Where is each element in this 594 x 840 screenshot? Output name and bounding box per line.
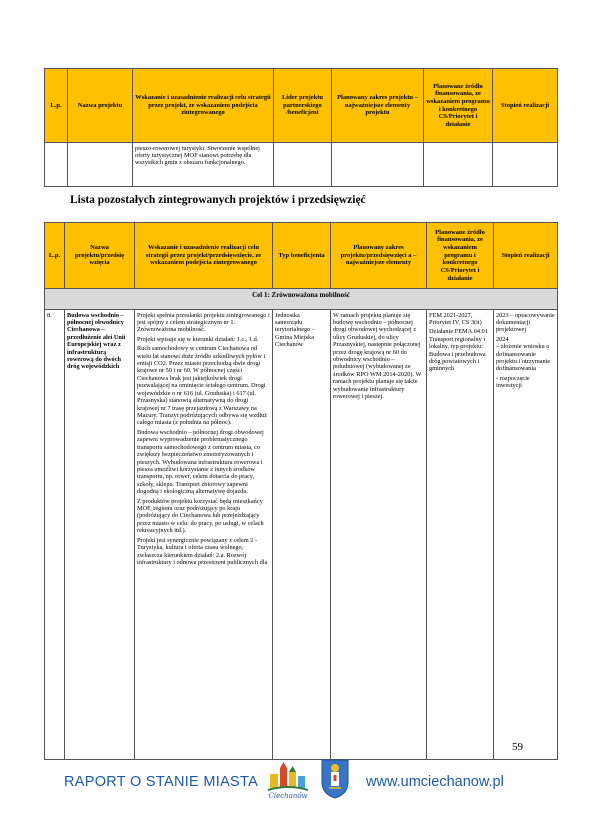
row-scope: W ramach projektu planuje się budowę wschodnio – północnej drogi obwodowej wychodzącej z ulicy Gruduskiej, do ulicy Przasnyskiej, następnie połączonej przez drogę krajową nr 60 do obwodnicy wschodnio – południowej (wybudowanej ze środków RPO WM 2014-2020). W ramach projektu planuje się także wybudowanie infrastruktury rowerowej i pieszej. bbox=[331, 310, 427, 760]
justification-paragraph: Z produktów projektu korzystać będą mieszkańcy MOF, regionu oraz podróżujący po kraju (podróżujący do Ciechanowa lub przejeżdżający przez miasto w celu: do pracy, po usługi, w celach rekreacyjnych itd.). bbox=[137, 497, 264, 535]
justification-paragraph: Ruch samochodowy w centrum Ciechanowa od wielu lat stanowi duże źródło szkodliwych pyłów i emisji CO2. Przez miasto przechodzą dwie drogi krajowe nr 50 i nr 60. W północnej części Ciechanowa brak jest jakiejkolwiek drogi pozwalającej na ominięcie ścisłego centrum. Drogi wojewódzkie o nr 616 (ul. Gruduska) i 617 (ul. Przasnyska) stanowią alternatywną do drogi krajowej nr 7 trasę przejazdową z Warszawy na Mazury. Tranzyt podróżujących odbywa się wzdłuż całego miasta (z południa na północ). bbox=[137, 345, 268, 427]
status-paragraph: – złożenie wniosku o dofinansowanie projektu i otrzymanie dofinansowania bbox=[496, 343, 551, 373]
row-project-name: Budowa wschodnio – północnej obwodnicy Ciechanowa – przedłużenie alei Unii Europejskiej wraz z infrastrukturą rowerową do dwóch dróg wojewódzkich bbox=[65, 310, 135, 760]
table-header-row bbox=[45, 69, 558, 143]
row-funding bbox=[427, 310, 494, 760]
row-justification bbox=[135, 310, 273, 760]
status-paragraph: - rozpoczęcie inwestycji bbox=[496, 374, 530, 390]
justification-paragraph: Projekt wpisuje się w kierunki działań: 1.c., 1.d. bbox=[137, 335, 259, 343]
table-row bbox=[45, 310, 558, 760]
row-beneficiary: Jednostka samorządu terytorialnego – Gmina Miejska Ciechanów bbox=[273, 310, 331, 760]
funding-paragraph: FEM 2021-2027, Priorytet IV, CS 3(ii) bbox=[429, 311, 482, 326]
section-title: Lista pozostałych zintegrowanych projektów i przedsięwzięć bbox=[70, 194, 366, 206]
goal-label: Cel 1: Zrównoważona mobilność bbox=[45, 289, 558, 310]
justification-paragraph: Projekt jest synergicznie powiązany z celem 2 - Turystyka, kultura i oferta czasu wolnego, zwłaszcza kierunkiem działań: 2.a. Rozwój infrastruktury i odnowa przestrzeni publicznych dla bbox=[137, 536, 268, 566]
header-scope: Planowany zakres projektu/przedsięwzięci a – najważniejsze elementy bbox=[331, 223, 427, 289]
header-justification: Wskazanie i uzasadnienie realizacji celu strategii przez projekt, ze wskazaniem podejścia zintegrowanego bbox=[133, 69, 274, 143]
header-funding: Planowane źródło finansowania, ze wskazaniem programu i konkretnego CS/Priorytet i działanie bbox=[424, 69, 493, 143]
header-beneficiary-type: Typ beneficjenta bbox=[273, 223, 331, 289]
header-project-name: Nazwa projektu bbox=[68, 69, 133, 143]
table-header-row bbox=[45, 223, 558, 289]
row-lp: 8. bbox=[45, 310, 65, 760]
header-status: Stopień realizacji bbox=[494, 223, 558, 289]
header-status: Stopień realizacji bbox=[493, 69, 558, 143]
footer-website-link[interactable]: www.umciechanow.pl bbox=[366, 774, 504, 790]
header-project-name: Nazwa projektu/przedsię wzięcia bbox=[65, 223, 135, 289]
justification-paragraph: Projekt spełnia przesłanki projektu zintegrowanego i jest spójny z celem strategicznym nr 1. Zrównoważona mobilność. bbox=[137, 311, 270, 334]
header-funding: Planowane źródło finansowania, ze wskazaniem programu i konkretnego CS/Priorytet i działanie bbox=[427, 223, 494, 289]
goal-row bbox=[45, 289, 558, 310]
status-paragraph: 2023 – opracowywanie dokumentacji projektowej bbox=[496, 311, 555, 334]
city-logo-text: Ciechanów bbox=[268, 792, 308, 800]
justification-cell: pieszo-rowerowej turystyki. Stworzenie wspólnej oferty turystycznej MOF stanowi potrzebę dla wszystkich gmin z obszaru funkcjonalnego. bbox=[133, 143, 274, 187]
footer-report-title: RAPORT O STANIE MIASTA bbox=[64, 774, 259, 790]
justification-paragraph: Budowa wschodnio – północnej drogi obwodowej zapewni wyprowadzenie problematycznego transportu samochodowego z centrum miasta, co zwiększy bezpieczeństwo zmotoryzowanych i pieszych. Wybudowana infrastruktura rowerowa i piesza umożliwi korzystanie z innych środków transportu, np. rower, celem dotarcia do pracy, szkoły, sklepu. Transport zbiorowy zapewni dogodną i ekologiczną alternatywę dojazdu. bbox=[137, 428, 264, 496]
city-logo-icon bbox=[266, 760, 310, 800]
header-justification: Wskazanie i uzasadnienie realizacji celu strategii przez projekt/przedsięwzięcie, ze wskazaniem podejścia zintegrowanego bbox=[135, 223, 273, 289]
row-status bbox=[494, 310, 558, 760]
header-leader: Lider projektu partnerskiego /beneficjent bbox=[274, 69, 332, 143]
status-paragraph: 2024 bbox=[496, 335, 509, 343]
coat-of-arms-icon bbox=[320, 758, 350, 800]
page-number: 59 bbox=[512, 741, 523, 753]
projects-table-continued bbox=[44, 68, 558, 187]
header-lp: L.p. bbox=[45, 69, 68, 143]
header-scope: Planowany zakres projektu – najważniejsze elementy projektu bbox=[332, 69, 424, 143]
other-projects-table bbox=[44, 222, 558, 760]
header-lp: L.p. bbox=[45, 223, 65, 289]
table-row bbox=[45, 143, 558, 187]
funding-paragraph: Działanie FEMA.04.01 Transport regionalny i lokalny, typ projektu: Budowa i przebudowa dróg powiatowych i gminnych bbox=[429, 328, 488, 373]
